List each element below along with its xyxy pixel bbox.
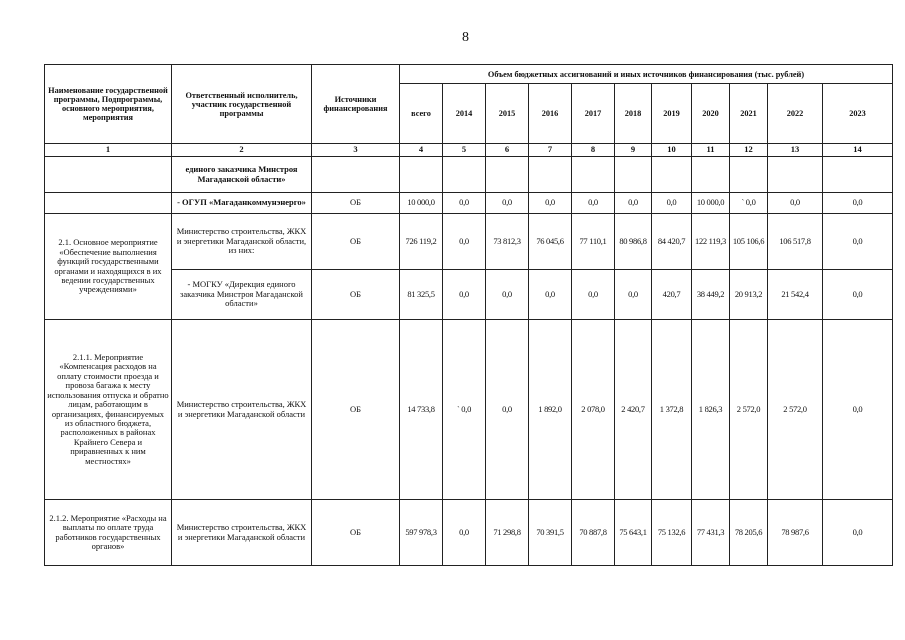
row-value	[730, 157, 768, 193]
row-source: ОБ	[312, 270, 400, 320]
header-year: 2019	[652, 84, 692, 144]
column-number: 6	[486, 144, 529, 157]
header-year: 2020	[692, 84, 730, 144]
row-value: 10 000,0	[692, 193, 730, 214]
header-year: 2022	[768, 84, 823, 144]
row-value	[400, 157, 443, 193]
row-value: 105 106,6	[730, 214, 768, 270]
row-value: 38 449,2	[692, 270, 730, 320]
row-name	[45, 157, 172, 193]
row-value: 76 045,6	[529, 214, 572, 270]
row-value	[615, 157, 652, 193]
table-row	[45, 500, 893, 566]
row-value	[529, 157, 572, 193]
header-year: 2018	[615, 84, 652, 144]
column-number: 10	[652, 144, 692, 157]
row-value: 122 119,3	[692, 214, 730, 270]
row-responsible: - МОГКУ «Дирекция единого заказчика Минстроя Магаданской области»	[172, 270, 312, 320]
column-number: 2	[172, 144, 312, 157]
row-value: 21 542,4	[768, 270, 823, 320]
row-value: 14 733,8	[400, 320, 443, 500]
row-value: 77 110,1	[572, 214, 615, 270]
row-value: 1 826,3	[692, 320, 730, 500]
row-value: 2 572,0	[730, 320, 768, 500]
row-value: 0,0	[486, 193, 529, 214]
row-value: 1 892,0	[529, 320, 572, 500]
row-value	[823, 157, 893, 193]
row-value: 0,0	[823, 320, 893, 500]
row-value: 2 572,0	[768, 320, 823, 500]
row-value	[572, 157, 615, 193]
row-value: 0,0	[572, 193, 615, 214]
row-value: 597 978,3	[400, 500, 443, 566]
row-value: 71 298,8	[486, 500, 529, 566]
row-name: 2.1. Основное мероприятие «Обеспечение выполнения функций государственными органами и находящихся в их ведении государственных учреждениями»	[45, 214, 172, 320]
column-number: 5	[443, 144, 486, 157]
row-value: 0,0	[615, 193, 652, 214]
row-value: 73 812,3	[486, 214, 529, 270]
header-year: 2021	[730, 84, 768, 144]
header-year: 2014	[443, 84, 486, 144]
row-value: 420,7	[652, 270, 692, 320]
row-source: ОБ	[312, 320, 400, 500]
row-responsible: - ОГУП «Магаданкоммунэнерго»	[172, 193, 312, 214]
row-value: 70 391,5	[529, 500, 572, 566]
column-number: 7	[529, 144, 572, 157]
row-value: 0,0	[486, 320, 529, 500]
row-name: 2.1.1. Мероприятие «Компенсация расходов на оплату стоимости проезда и провоза багажа к месту использования отпуска и обратно лицам, работающим в организациях, финансируемых из областного бюджета, расположенных в районах Крайнего Севера и приравненных к ним местностях»	[45, 320, 172, 500]
row-value: 0,0	[652, 193, 692, 214]
column-number: 11	[692, 144, 730, 157]
header-responsible: Ответственный исполнитель, участник государственной программы	[172, 65, 312, 144]
row-value: 0,0	[768, 193, 823, 214]
column-number: 13	[768, 144, 823, 157]
row-value: 0,0	[443, 214, 486, 270]
row-value: 0,0	[443, 270, 486, 320]
table-row	[45, 214, 893, 270]
row-value: 0,0	[443, 193, 486, 214]
table-row	[45, 320, 893, 500]
row-value: 0,0	[823, 500, 893, 566]
row-value: 0,0	[529, 193, 572, 214]
row-value: 78 205,6	[730, 500, 768, 566]
row-responsible: Министерство строительства, ЖКХ и энергетики Магаданской области	[172, 320, 312, 500]
budget-table	[44, 64, 893, 566]
header-source: Источники финансирования	[312, 65, 400, 144]
row-value: 0,0	[615, 270, 652, 320]
row-value: 81 325,5	[400, 270, 443, 320]
row-value: 20 913,2	[730, 270, 768, 320]
column-number: 1	[45, 144, 172, 157]
row-value: 0,0	[486, 270, 529, 320]
row-value: ` 0,0	[730, 193, 768, 214]
row-value: 70 887,8	[572, 500, 615, 566]
row-source	[312, 157, 400, 193]
row-value	[652, 157, 692, 193]
column-number: 3	[312, 144, 400, 157]
row-name	[45, 193, 172, 214]
column-number: 9	[615, 144, 652, 157]
row-value: 77 431,3	[692, 500, 730, 566]
row-responsible: Министерство строительства, ЖКХ и энергетики Магаданской области, из них:	[172, 214, 312, 270]
page-number: 8	[462, 30, 469, 45]
row-value: 2 078,0	[572, 320, 615, 500]
header-year: всего	[400, 84, 443, 144]
row-value: 0,0	[529, 270, 572, 320]
row-value: 75 643,1	[615, 500, 652, 566]
table-row	[45, 270, 893, 320]
row-value: 0,0	[823, 193, 893, 214]
column-number: 8	[572, 144, 615, 157]
row-responsible: единого заказчика Минстроя Магаданской области»	[172, 157, 312, 193]
row-value: 2 420,7	[615, 320, 652, 500]
table-row	[45, 193, 893, 214]
row-responsible: Министерство строительства, ЖКХ и энергетики Магаданской области	[172, 500, 312, 566]
header-year: 2016	[529, 84, 572, 144]
header-year: 2017	[572, 84, 615, 144]
row-value: 106 517,8	[768, 214, 823, 270]
row-value: 1 372,8	[652, 320, 692, 500]
row-value	[768, 157, 823, 193]
row-source: ОБ	[312, 214, 400, 270]
row-name: 2.1.2. Мероприятие «Расходы на выплаты по оплате труда работников государственных органов»	[45, 500, 172, 566]
row-value	[692, 157, 730, 193]
row-value: 84 420,7	[652, 214, 692, 270]
row-value: ` 0,0	[443, 320, 486, 500]
row-value: 80 986,8	[615, 214, 652, 270]
column-number: 14	[823, 144, 893, 157]
column-number: 12	[730, 144, 768, 157]
row-value: 726 119,2	[400, 214, 443, 270]
row-value: 0,0	[572, 270, 615, 320]
row-value: 75 132,6	[652, 500, 692, 566]
row-value	[486, 157, 529, 193]
row-value: 78 987,6	[768, 500, 823, 566]
header-name: Наименование государственной программы, Подпрограммы, основного мероприятия, мероприятия	[45, 65, 172, 144]
row-value: 0,0	[823, 270, 893, 320]
row-value: 0,0	[443, 500, 486, 566]
header-year: 2015	[486, 84, 529, 144]
column-number-row	[45, 144, 893, 157]
row-value: 10 000,0	[400, 193, 443, 214]
row-value: 0,0	[823, 214, 893, 270]
column-number: 4	[400, 144, 443, 157]
header-year: 2023	[823, 84, 893, 144]
header-funding-group: Объем бюджетных ассигнований и иных источников финансирования (тыс. рублей)	[400, 65, 893, 84]
row-source: ОБ	[312, 500, 400, 566]
row-source: ОБ	[312, 193, 400, 214]
table-row	[45, 157, 893, 193]
row-value	[443, 157, 486, 193]
